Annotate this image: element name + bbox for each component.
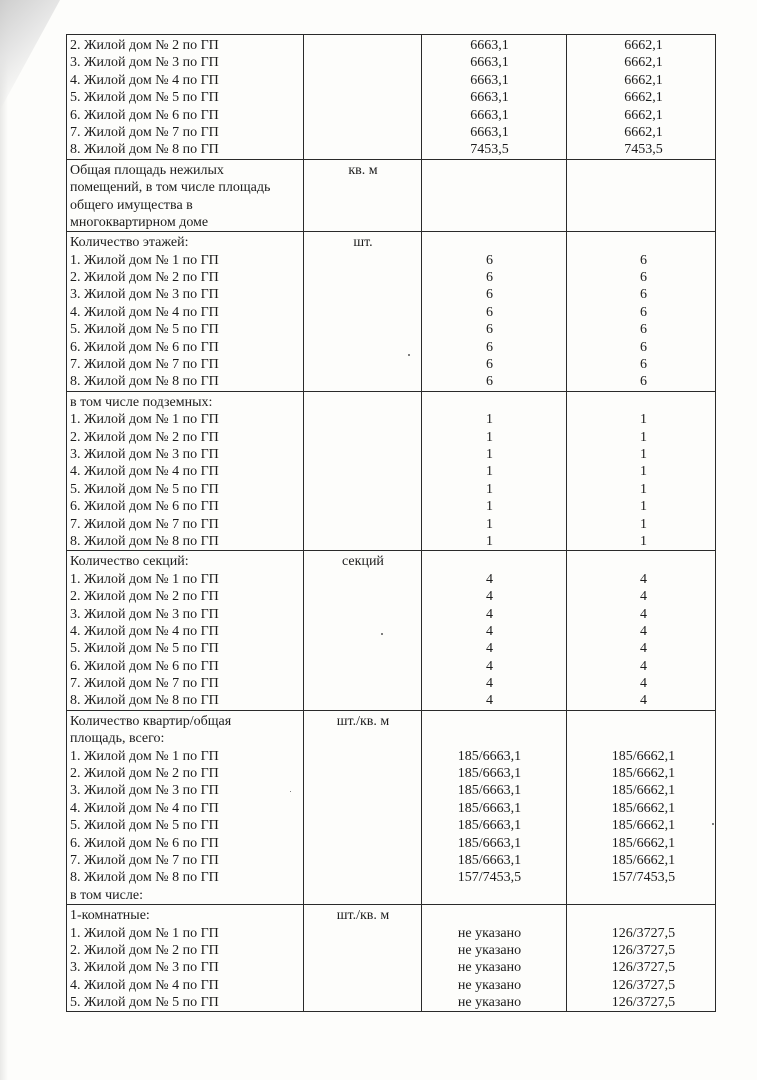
design-value: 1 — [486, 516, 493, 532]
indicator-line: Количество секций: — [70, 554, 189, 570]
table-row-area-nonliving — [67, 159, 716, 232]
indicator-line: 3. Жилой дом № 3 по ГП — [70, 960, 219, 976]
design-value — [425, 730, 564, 747]
actual-value: 126/3727,5 — [611, 942, 676, 958]
indicator-line: 2. Жилой дом № 2 по ГП — [70, 38, 219, 53]
cell-design-value-area-nonliving — [422, 159, 567, 232]
actual-value — [570, 730, 713, 747]
table-row-one-room — [67, 905, 716, 1012]
indicator-line: 4. Жилой дом № 4 по ГП — [70, 464, 219, 480]
actual-value: 185/6662,1 — [611, 835, 676, 851]
actual-value: 126/3727,5 — [611, 925, 676, 941]
indicator-line: 7. Жилой дом № 7 по ГП — [70, 516, 219, 532]
indicator-line: 5. Жилой дом № 5 по ГП — [70, 995, 219, 1011]
actual-value: 185/6662,1 — [611, 852, 676, 868]
design-value: 4 — [486, 658, 493, 674]
cell-actual-value-floors-underground — [567, 391, 716, 551]
unit-label: шт./кв. м — [336, 713, 390, 729]
design-value: 6 — [486, 322, 493, 338]
table-row-area-living — [67, 35, 716, 160]
actual-value: 1 — [640, 516, 647, 532]
design-value: 6 — [486, 357, 493, 373]
design-value: 6663,1 — [470, 55, 509, 71]
actual-value: 4 — [640, 589, 647, 605]
design-value: 6 — [486, 287, 493, 303]
cell-indicator-apartments — [67, 710, 304, 904]
design-value — [425, 907, 564, 924]
design-value: 6 — [486, 304, 493, 320]
actual-value: 6 — [640, 322, 647, 338]
indicator-line: общего имущества в — [70, 197, 193, 213]
actual-value — [570, 907, 713, 924]
actual-value — [570, 713, 713, 730]
design-value — [425, 553, 564, 570]
actual-value: 6662,1 — [624, 124, 663, 140]
actual-value: 4 — [640, 658, 647, 674]
indicator-line: 2. Жилой дом № 2 по ГП — [70, 270, 219, 286]
actual-value — [570, 234, 713, 251]
indicator-line: 5. Жилой дом № 5 по ГП — [70, 481, 219, 497]
actual-value: 6662,1 — [624, 55, 663, 71]
indicator-line: 8. Жилой дом № 8 по ГП — [70, 374, 219, 390]
cell-indicator-floors-underground — [67, 391, 304, 551]
indicator-line: Общая площадь нежилых — [70, 162, 224, 178]
building-characteristics-table — [66, 34, 716, 1012]
design-value: 1 — [486, 533, 493, 549]
cell-unit-area-living — [304, 35, 422, 160]
cell-design-value-one-room — [422, 905, 567, 1012]
cell-design-value-sections-count — [422, 551, 567, 711]
actual-value: 126/3727,5 — [611, 995, 676, 1011]
cell-unit-apartments — [304, 710, 422, 904]
indicator-line: 5. Жилой дом № 5 по ГП — [70, 322, 219, 338]
scan-speck — [290, 791, 291, 792]
actual-value: 1 — [640, 464, 647, 480]
design-value: 6663,1 — [470, 90, 509, 106]
indicator-line: 1. Жилой дом № 1 по ГП — [70, 748, 219, 764]
indicator-line: 4. Жилой дом № 4 по ГП — [70, 623, 219, 639]
design-value — [425, 234, 564, 251]
design-value: 4 — [486, 676, 493, 692]
cell-actual-value-apartments — [567, 710, 716, 904]
design-value: 1 — [486, 481, 493, 497]
cell-indicator-area-nonliving — [67, 159, 304, 232]
cell-design-value-floors — [422, 232, 567, 392]
actual-value: 4 — [640, 571, 647, 587]
design-value: 1 — [486, 429, 493, 445]
design-value: 4 — [486, 693, 493, 709]
cell-actual-value-one-room — [567, 905, 716, 1012]
actual-value: 126/3727,5 — [611, 977, 676, 993]
design-value: 6 — [486, 374, 493, 390]
design-value: 1 — [486, 464, 493, 480]
indicator-line: Количество этажей: — [70, 235, 189, 251]
actual-value: 185/6662,1 — [611, 783, 676, 799]
scan-speck — [381, 633, 383, 635]
cell-unit-floors — [304, 232, 422, 392]
design-value: 6663,1 — [470, 124, 509, 140]
design-value: не указано — [457, 942, 522, 958]
design-value: 185/6663,1 — [457, 748, 522, 764]
design-value: 1 — [486, 446, 493, 462]
actual-value: 6662,1 — [624, 107, 663, 123]
design-value: 6663,1 — [470, 72, 509, 88]
indicator-line: 1-комнатные: — [70, 908, 150, 924]
design-value: 4 — [486, 571, 493, 587]
actual-value: 185/6662,1 — [611, 766, 676, 782]
indicator-line: площадь, всего: — [70, 731, 165, 747]
actual-value: 6 — [640, 374, 647, 390]
design-value: 6663,1 — [470, 107, 509, 123]
indicator-line: помещений, в том числе площадь — [70, 180, 271, 196]
scan-speck — [408, 354, 410, 356]
indicator-line: 4. Жилой дом № 4 по ГП — [70, 304, 219, 320]
design-value: 7453,5 — [470, 142, 509, 158]
actual-value: 7453,5 — [624, 142, 663, 158]
indicator-line: 7. Жилой дом № 7 по ГП — [70, 124, 219, 140]
indicator-line: 2. Жилой дом № 2 по ГП — [70, 942, 219, 958]
actual-value: 1 — [640, 533, 647, 549]
cell-design-value-area-living — [422, 35, 567, 160]
design-value: не указано — [457, 995, 522, 1011]
design-value: 6663,1 — [470, 38, 509, 53]
design-value — [425, 713, 564, 730]
actual-value: 4 — [640, 623, 647, 639]
indicator-line: 3. Жилой дом № 3 по ГП — [70, 55, 219, 71]
design-value: 185/6663,1 — [457, 783, 522, 799]
cell-design-value-apartments — [422, 710, 567, 904]
design-value: 4 — [486, 623, 493, 639]
cell-actual-value-area-living — [567, 35, 716, 160]
actual-value: 157/7453,5 — [611, 870, 676, 886]
indicator-line: 3. Жилой дом № 3 по ГП — [70, 783, 219, 799]
indicator-line: 3. Жилой дом № 3 по ГП — [70, 287, 219, 303]
design-value: 185/6663,1 — [457, 835, 522, 851]
cell-unit-floors-underground — [304, 391, 422, 551]
table-row-apartments — [67, 710, 716, 904]
actual-value: 185/6662,1 — [611, 748, 676, 764]
actual-value: 1 — [640, 499, 647, 515]
design-value: не указано — [457, 925, 522, 941]
cell-unit-one-room — [304, 905, 422, 1012]
cell-indicator-floors — [67, 232, 304, 392]
actual-value: 126/3727,5 — [611, 960, 676, 976]
indicator-line: 6. Жилой дом № 6 по ГП — [70, 339, 219, 355]
actual-value: 6662,1 — [624, 72, 663, 88]
design-value: не указано — [457, 977, 522, 993]
design-value: 1 — [486, 412, 493, 428]
actual-value: 6 — [640, 339, 647, 355]
indicator-line: 2. Жилой дом № 2 по ГП — [70, 429, 219, 445]
unit-label: шт. — [353, 235, 373, 251]
actual-value: 6 — [640, 357, 647, 373]
design-value — [425, 394, 564, 411]
actual-value: 4 — [640, 641, 647, 657]
indicator-line: 3. Жилой дом № 3 по ГП — [70, 606, 219, 622]
actual-value: 6 — [640, 252, 647, 268]
indicator-line: в том числе подземных: — [70, 394, 213, 410]
indicator-line: 1. Жилой дом № 1 по ГП — [70, 925, 219, 941]
actual-value — [570, 553, 713, 570]
indicator-line: многоквартирном доме — [70, 214, 209, 230]
cell-indicator-area-living — [67, 35, 304, 160]
cell-indicator-sections-count — [67, 551, 304, 711]
design-value: 185/6663,1 — [457, 818, 522, 834]
actual-value — [570, 394, 713, 411]
design-value — [425, 887, 564, 904]
cell-actual-value-area-nonliving — [567, 159, 716, 232]
indicator-line: 7. Жилой дом № 7 по ГП — [70, 852, 219, 868]
indicator-line: 6. Жилой дом № 6 по ГП — [70, 499, 219, 515]
actual-value: 4 — [640, 676, 647, 692]
design-value: 4 — [486, 589, 493, 605]
design-value: 185/6663,1 — [457, 766, 522, 782]
indicator-line: 8. Жилой дом № 8 по ГП — [70, 870, 219, 886]
indicator-line: 7. Жилой дом № 7 по ГП — [70, 357, 219, 373]
design-value: 185/6663,1 — [457, 800, 522, 816]
scan-speck — [712, 823, 714, 825]
design-value: 6 — [486, 252, 493, 268]
actual-value: 1 — [640, 429, 647, 445]
scan-edge-shadow — [0, 0, 8, 1080]
indicator-line: Количество квартир/общая — [70, 713, 232, 729]
actual-value: 1 — [640, 446, 647, 462]
indicator-line: 2. Жилой дом № 2 по ГП — [70, 766, 219, 782]
actual-value: 185/6662,1 — [611, 800, 676, 816]
cell-actual-value-sections-count — [567, 551, 716, 711]
design-value: 6 — [486, 270, 493, 286]
indicator-line: 8. Жилой дом № 8 по ГП — [70, 693, 219, 709]
indicator-line: 8. Жилой дом № 8 по ГП — [70, 142, 219, 158]
actual-value: 4 — [640, 606, 647, 622]
table-row-floors — [67, 232, 716, 392]
cell-design-value-floors-underground — [422, 391, 567, 551]
actual-value: 4 — [640, 693, 647, 709]
actual-value — [570, 887, 713, 904]
unit-label: секций — [342, 554, 384, 570]
indicator-line: 7. Жилой дом № 7 по ГП — [70, 676, 219, 692]
indicator-line: 5. Жилой дом № 5 по ГП — [70, 90, 219, 106]
design-value: не указано — [457, 960, 522, 976]
actual-value: 6 — [640, 270, 647, 286]
indicator-line: 1. Жилой дом № 1 по ГП — [70, 571, 219, 587]
actual-value: 185/6662,1 — [611, 818, 676, 834]
actual-value: 1 — [640, 412, 647, 428]
design-value: 6 — [486, 339, 493, 355]
design-value: 185/6663,1 — [457, 852, 522, 868]
design-value: 4 — [486, 606, 493, 622]
indicator-line: 4. Жилой дом № 4 по ГП — [70, 72, 219, 88]
indicator-line: 5. Жилой дом № 5 по ГП — [70, 818, 219, 834]
design-value: 157/7453,5 — [457, 870, 522, 886]
indicator-line: в том числе: — [70, 887, 143, 903]
cell-unit-sections-count — [304, 551, 422, 711]
indicator-line: 6. Жилой дом № 6 по ГП — [70, 658, 219, 674]
cell-actual-value-floors — [567, 232, 716, 392]
actual-value: 6 — [640, 287, 647, 303]
actual-value: 6662,1 — [624, 90, 663, 106]
unit-label: кв. м — [348, 162, 378, 178]
design-value: 4 — [486, 641, 493, 657]
unit-label: шт./кв. м — [336, 908, 390, 924]
table-row-floors-underground — [67, 391, 716, 551]
indicator-line: 6. Жилой дом № 6 по ГП — [70, 107, 219, 123]
indicator-line: 2. Жилой дом № 2 по ГП — [70, 589, 219, 605]
indicator-line: 4. Жилой дом № 4 по ГП — [70, 977, 219, 993]
indicator-line: 5. Жилой дом № 5 по ГП — [70, 641, 219, 657]
cell-indicator-one-room — [67, 905, 304, 1012]
indicator-line: 1. Жилой дом № 1 по ГП — [70, 412, 219, 428]
cell-unit-area-nonliving — [304, 159, 422, 232]
actual-value: 6 — [640, 304, 647, 320]
actual-value: 1 — [640, 481, 647, 497]
indicator-line: 4. Жилой дом № 4 по ГП — [70, 800, 219, 816]
indicator-line: 3. Жилой дом № 3 по ГП — [70, 446, 219, 462]
indicator-line: 6. Жилой дом № 6 по ГП — [70, 835, 219, 851]
design-value: 1 — [486, 499, 493, 515]
indicator-line: 8. Жилой дом № 8 по ГП — [70, 533, 219, 549]
table-row-sections-count — [67, 551, 716, 711]
indicator-line: 1. Жилой дом № 1 по ГП — [70, 252, 219, 268]
actual-value: 6662,1 — [624, 38, 663, 53]
